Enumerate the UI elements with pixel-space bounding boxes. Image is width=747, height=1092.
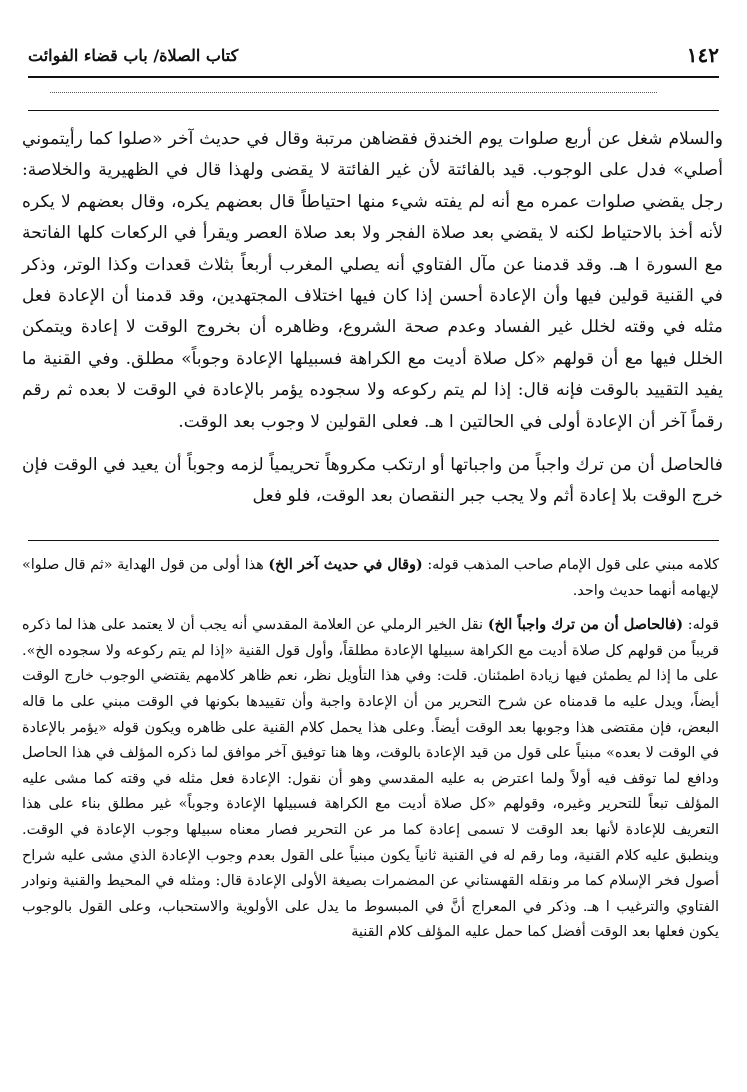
running-header [28, 40, 719, 70]
header-rule [28, 76, 719, 78]
commentary-paragraph [22, 612, 719, 946]
main-paragraph: والسلام شغل عن أربع صلوات يوم الخندق فقضاهن مرتبة وقال في حديث آخر «صلوا كما رأيتموني أصلي» فدل على الوجوب. قيد بالفائتة لأن غير الفائتة لا يقضى ولهذا قال في الظهيرية والخلاصة: رجل يقضي صلوات عمره مع أنه لم يفته شيء منها احتياطاً قال بعضهم يكره، وقال بعضهم لا يكره لأنه أخذ بالاحتياط لكنه لا يقضي بعد صلاة الفجر ولا بعد صلاة العصر ويقرأ في الركعات كلها الفاتحة مع السورة ا هـ. وقد قدمنا عن مآل الفتاوي أنه يصلي المغرب أربعاً بثلاث قعدات وكذا الوتر، وذكر في القنية قولين فيها وأن الإعادة أحسن إذا كان فيها اختلاف المجتهدين، وقد قدمنا أن الإعادة فعل مثله في وقته لخلل غير الفساد وعدم صحة الشروع، وظاهره أن بخروج الوقت لا إعادة ويتمكن الخلل فيها مع أن قولهم «كل صلاة أديت مع الكراهة فسبيلها الإعادة وجوباً» مطلق. وفي القنية ما يفيد التقييد بالوقت فإنه قال: إذا لم يتم ركوعه ولا سجوده يؤمر بالإعادة في الوقت لا بعده ثم رقم رقماً آخر أن الإعادة أولى في الحالتين ا هـ. فعلى القولين لا وجوب بعد الوقت. [22, 129, 723, 432]
commentary-lemma: (وقال في حديث آخر الخ) [268, 556, 423, 573]
page-number: ١٤٢ [686, 43, 719, 67]
dotted-separator [50, 92, 657, 93]
commentary-rule [28, 540, 719, 541]
main-text [22, 124, 723, 513]
commentary-text: نقل الخير الرملي عن العلامة المقدسي أنه يجب أن لا يعتمد على هذا لما ذكره قريباً من قولهم كل صلاة أديت مع الكراهة سبيلها الإعادة مطلقاً، وأول قول القنية «إذا لم يتم ركوعه ولا سجوده الخ». على ما إذا لم يطمئن فيها زيادة اطمئنان. قلت: وفي هذا التأويل نظر، نعم ظاهر كلامهم يقتضي الوجوب خارج الوقت أيضاً، ويدل عليه ما قدمناه عن شرح التحرير من أن الإعادة واجبة وأن تقييدها بكونها في الوقت مبني على ما قاله البعض، فإن مقتضى هذا وجوبها بعد الوقت أيضاً. وعلى هذا يحمل كلام القنية على ظاهره ويكون قوله «يؤمر بالإعادة في الوقت لا بعده» مبنياً على قول من قيد الإعادة بالوقت، وها هنا توفيق آخر موافق لما ذكره المؤلف في هذا الحاصل ودافع لما توقف فيه أولاً ولما اعترض به عليه المقدسي وهو أن نقول: الإعادة فعل مثله في وقته كما مشى عليه المؤلف تبعاً للتحرير وغيره، وقولهم «كل صلاة أديت مع الكراهة فسبيلها الإعادة وجوباً» غير مطلق بناء على هذا التعريف للإعادة لأنها بعد الوقت لا تسمى إعادة كما مر عن التحرير فصار معناه سبيلها وجوب الإعادة في الوقت. وينطبق عليه كلام القنية، وما رقم له في القنية ثانياً يكون مبنياً على القول بعدم وجوب الإعادة الذي مشى عليه شراح أصول فخر الإسلام كما مر ونقله القهستاني عن المضمرات بصيغة الأولى الإعادة قال: ومثله في المحيط والقنية ونوادر الفتاوي والترغيب ا هـ. وذكر في المعراج أنَّ في المبسوط ما يدل على الأولوية والاستحباب، وعلى القول بالوجوب يكون فعلها بعد الوقت أفضل كما حمل عليه المؤلف كلام القنية [22, 617, 719, 941]
commentary-text: كلامه مبني على قول الإمام صاحب المذهب قوله: [422, 557, 719, 573]
running-title: كتاب الصلاة/ باب قضاء الفوائت [28, 45, 239, 65]
commentary-lemma: (فالحاصل أن من ترك واجباً الخ) [487, 616, 683, 634]
commentary-text: قوله: [683, 617, 719, 634]
commentary-paragraph [22, 552, 719, 604]
commentary-text: هذا أولى من قول الهداية «ثم قال صلوا» لإيهامه أنهما حديث واحد. [22, 557, 719, 599]
main-paragraph: فالحاصل أن من ترك واجباً من واجباتها أو ارتكب مكروهاً تحريمياً لزمه وجوباً أن يعيد في الوقت فإن خرج الوقت بلا إعادة أثم ولا يجب جبر النقصان بعد الوقت، فلو فعل [22, 455, 723, 507]
body-top-rule [28, 110, 719, 111]
commentary [22, 552, 719, 946]
